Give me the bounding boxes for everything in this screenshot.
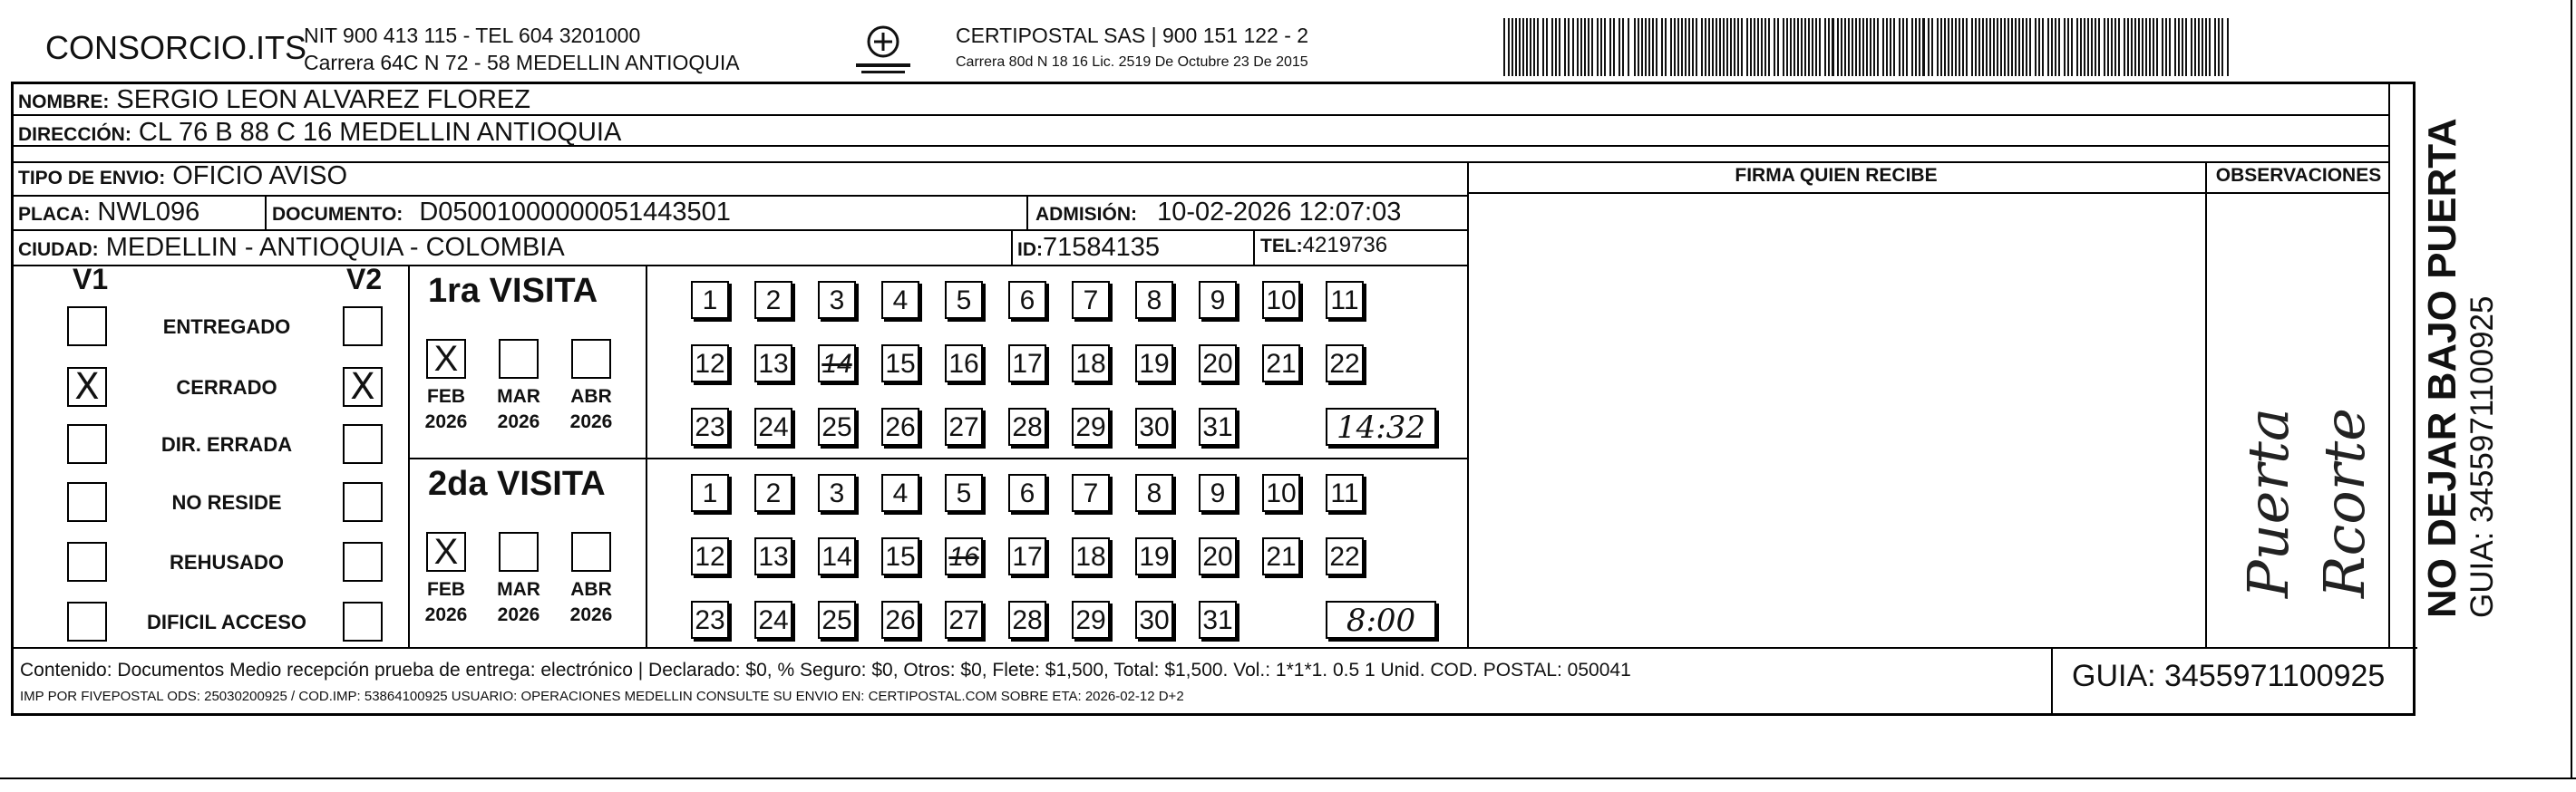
status-v1-checkbox[interactable] — [67, 306, 107, 346]
visit-month-label: ABR — [570, 386, 612, 407]
visit-day-box[interactable]: 6 — [1008, 281, 1046, 319]
status-v2-mark: X — [350, 366, 375, 408]
visit-day-box[interactable]: 12 — [691, 344, 729, 382]
status-v1-checkbox[interactable] — [67, 424, 107, 464]
visit-day-box[interactable]: 14 — [818, 344, 856, 382]
tel-label: TEL: — [1260, 236, 1303, 256]
status-label: ENTREGADO — [162, 315, 291, 338]
status-v2-checkbox[interactable] — [343, 424, 383, 464]
status-label: CERRADO — [176, 376, 277, 399]
visit-month-checkbox[interactable] — [426, 532, 466, 572]
status-label: DIFICIL ACCESO — [146, 611, 306, 633]
visit-day-box[interactable]: 23 — [691, 408, 729, 446]
visit-month-checkbox[interactable] — [571, 532, 611, 572]
visit-day-box[interactable]: 16 — [945, 537, 983, 575]
brand-name: CONSORCIO.ITS — [45, 29, 307, 66]
visit-day-box[interactable]: 24 — [754, 601, 792, 639]
visit-day-box[interactable]: 17 — [1008, 344, 1046, 382]
side-no-dejar: NO DEJAR BAJO PUERTA — [2420, 118, 2464, 618]
visit-day-box[interactable]: 2 — [754, 474, 792, 512]
visit-day-box[interactable]: 28 — [1008, 408, 1046, 446]
visit-day-box[interactable]: 3 — [818, 474, 856, 512]
firma-header: FIRMA QUIEN RECIBE — [1735, 165, 1938, 186]
signature — [2231, 408, 2383, 598]
nombre-row — [18, 85, 530, 115]
visit-day-box[interactable]: 23 — [691, 601, 729, 639]
visit-month-checkbox[interactable] — [571, 339, 611, 379]
visit-day-box[interactable]: 28 — [1008, 601, 1046, 639]
visit-title: 1ra VISITA — [428, 272, 598, 310]
tel-cell — [1260, 233, 1387, 258]
visit-day-box[interactable]: 5 — [945, 474, 983, 512]
visit-month-checkbox[interactable] — [426, 339, 466, 379]
visit-day-box[interactable]: 9 — [1199, 281, 1237, 319]
documento-value: D05001000000051443501 — [419, 198, 731, 227]
address-line: Carrera 64C N 72 - 58 MEDELLIN ANTIOQUIA — [304, 51, 740, 74]
signature-line-1: Puerta — [2235, 408, 2301, 598]
visit-day-box[interactable]: 1 — [691, 281, 729, 319]
signature-line-2: Rcorte — [2311, 408, 2377, 598]
tipo-label: TIPO DE ENVIO: — [18, 168, 166, 188]
visit-day-box[interactable]: 21 — [1262, 537, 1300, 575]
visit-time-box[interactable]: 8:00 — [1326, 601, 1436, 639]
visit-day-box[interactable]: 5 — [945, 281, 983, 319]
visit-month-label: ABR — [570, 579, 612, 600]
visit-day-box[interactable]: 13 — [754, 344, 792, 382]
status-v1-checkbox[interactable] — [67, 367, 107, 407]
status-v1-checkbox[interactable] — [67, 602, 107, 642]
id-value: 71584135 — [1043, 233, 1161, 262]
ciudad-label: CIUDAD: — [18, 239, 99, 260]
visit-time-box[interactable]: 14:32 — [1326, 408, 1436, 446]
visit-day-box[interactable]: 10 — [1262, 474, 1300, 512]
visit-day-box[interactable]: 25 — [818, 601, 856, 639]
visit-month-year: 2026 — [497, 411, 540, 432]
visit-day-box[interactable]: 24 — [754, 408, 792, 446]
visit-day-box[interactable]: 2 — [754, 281, 792, 319]
visit-month-label: MAR — [497, 386, 540, 407]
status-v2-checkbox[interactable] — [343, 367, 383, 407]
visit-day-box[interactable]: 27 — [945, 601, 983, 639]
visit-day-box[interactable]: 9 — [1199, 474, 1237, 512]
visit-day-box[interactable]: 26 — [881, 408, 919, 446]
visit-day-box[interactable]: 3 — [818, 281, 856, 319]
certipostal-seal-icon — [851, 22, 916, 78]
placa-cell — [18, 198, 199, 227]
ciudad-value: MEDELLIN - ANTIOQUIA - COLOMBIA — [105, 233, 565, 262]
observaciones-header: OBSERVACIONES — [2215, 165, 2382, 186]
visit-day-box[interactable]: 4 — [881, 281, 919, 319]
placa-label: PLACA: — [18, 204, 91, 225]
status-v1-checkbox[interactable] — [67, 542, 107, 582]
admision-label: ADMISIÓN: — [1035, 204, 1137, 225]
visit-day-box[interactable]: 29 — [1072, 408, 1110, 446]
status-v2-checkbox[interactable] — [343, 482, 383, 522]
visit-day-box[interactable]: 7 — [1072, 474, 1110, 512]
visit-day-box[interactable]: 20 — [1199, 537, 1237, 575]
visit-month-year: 2026 — [424, 604, 468, 625]
status-v2-checkbox[interactable] — [343, 602, 383, 642]
visit-day-box[interactable]: 4 — [881, 474, 919, 512]
direccion-row — [18, 118, 621, 148]
visit-month-checkbox[interactable] — [499, 532, 539, 572]
nombre-label: NOMBRE: — [18, 92, 110, 112]
visit-day-box[interactable]: 1 — [691, 474, 729, 512]
v2-header: V2 — [346, 263, 383, 295]
documento-cell — [272, 198, 731, 227]
visit-month-label: FEB — [427, 579, 465, 600]
admision-cell — [1035, 198, 1401, 227]
nit-line: NIT 900 413 115 - TEL 604 3201000 — [304, 24, 641, 47]
visit-day-box[interactable]: 18 — [1072, 344, 1110, 382]
visit-day-box[interactable]: 12 — [691, 537, 729, 575]
status-label: DIR. ERRADA — [160, 433, 293, 456]
visit-day-box[interactable]: 13 — [754, 537, 792, 575]
visit-day-box[interactable]: 30 — [1135, 408, 1173, 446]
side-guia: GUIA: 3455971100925 — [2464, 295, 2500, 618]
visit-day-box[interactable]: 20 — [1199, 344, 1237, 382]
visit-day-box[interactable]: 22 — [1326, 344, 1364, 382]
id-label: ID: — [1017, 239, 1043, 260]
visit-day-box[interactable]: 8 — [1135, 281, 1173, 319]
visit-month-year: 2026 — [569, 411, 613, 432]
visit-month-mark: X — [433, 339, 459, 379]
status-v1-mark: X — [74, 366, 100, 408]
visit-title: 2da VISITA — [428, 465, 606, 503]
visit-day-box[interactable]: 19 — [1135, 537, 1173, 575]
side-note — [2421, 118, 2501, 618]
visit-day-box[interactable]: 26 — [881, 601, 919, 639]
tipo-value: OFICIO AVISO — [172, 161, 348, 190]
barcode-icon — [1503, 18, 2229, 76]
visit-day-box[interactable]: 31 — [1199, 601, 1237, 639]
visit-month-label: FEB — [427, 386, 465, 407]
status-v1-checkbox[interactable] — [67, 482, 107, 522]
visit-day-box[interactable]: 27 — [945, 408, 983, 446]
status-v2-checkbox[interactable] — [343, 542, 383, 582]
visit-day-box[interactable]: 17 — [1008, 537, 1046, 575]
visit-day-box[interactable]: 8 — [1135, 474, 1173, 512]
visit-day-box[interactable]: 10 — [1262, 281, 1300, 319]
visit-day-box[interactable]: 30 — [1135, 601, 1173, 639]
visit-day-box[interactable]: 29 — [1072, 601, 1110, 639]
visit-month-year: 2026 — [569, 604, 613, 625]
footer-contenido: Contenido: Documentos Medio recepción prueba de entrega: electrónico | Declarado: $0, % Seguro: $0, Otros: $0, Flete: $1,500, Total: $1,500. Vol.: 1*1*1. 0.5 1 Unid. COD. POSTAL: 050041 — [20, 660, 1631, 681]
visit-day-box[interactable]: 11 — [1326, 474, 1364, 512]
visit-month-year: 2026 — [497, 604, 540, 625]
visit-day-box[interactable]: 16 — [945, 344, 983, 382]
v1-header: V1 — [73, 263, 109, 295]
nombre-value: SERGIO LEON ALVAREZ FLOREZ — [116, 85, 530, 114]
courier-address: Carrera 80d N 18 16 Lic. 2519 De Octubre 23 De 2015 — [956, 54, 1308, 70]
documento-label: DOCUMENTO: — [272, 204, 403, 225]
tel-value: 4219736 — [1302, 233, 1388, 257]
ciudad-cell — [18, 233, 565, 263]
visit-day-box[interactable]: 14 — [818, 537, 856, 575]
visit-day-box[interactable]: 15 — [881, 537, 919, 575]
visit-day-box[interactable]: 19 — [1135, 344, 1173, 382]
visit-month-year: 2026 — [424, 411, 468, 432]
visit-day-box[interactable]: 6 — [1008, 474, 1046, 512]
tipo-row — [18, 161, 347, 191]
visit-day-box[interactable]: 15 — [881, 344, 919, 382]
direccion-label: DIRECCIÓN: — [18, 124, 131, 145]
footer-imp: IMP POR FIVEPOSTAL ODS: 25030200925 / COD.IMP: 53864100925 USUARIO: OPERACIONES MEDELLIN CONSULTE SU ENVIO EN: CERTIPOSTAL.COM SOBRE ETA: 2026-02-12 D+2 — [20, 689, 1184, 704]
visit-month-mark: X — [433, 532, 459, 572]
placa-value: NWL096 — [97, 198, 200, 227]
visit-day-box[interactable]: 7 — [1072, 281, 1110, 319]
visit-month-checkbox[interactable] — [499, 339, 539, 379]
status-label: REHUSADO — [170, 551, 284, 574]
visit-day-box[interactable]: 22 — [1326, 537, 1364, 575]
direccion-value: CL 76 B 88 C 16 MEDELLIN ANTIOQUIA — [138, 118, 622, 147]
visit-day-box[interactable]: 21 — [1262, 344, 1300, 382]
status-label: NO RESIDE — [171, 491, 282, 514]
status-v2-checkbox[interactable] — [343, 306, 383, 346]
admision-value: 10-02-2026 12:07:03 — [1157, 198, 1402, 227]
visit-day-box[interactable]: 11 — [1326, 281, 1364, 319]
visit-month-label: MAR — [497, 579, 540, 600]
visit-day-box[interactable]: 31 — [1199, 408, 1237, 446]
visit-day-box[interactable]: 25 — [818, 408, 856, 446]
footer-guia: GUIA: 3455971100925 — [2072, 659, 2386, 693]
courier-line: CERTIPOSTAL SAS | 900 151 122 - 2 — [956, 24, 1309, 47]
visit-day-box[interactable]: 18 — [1072, 537, 1110, 575]
id-cell — [1017, 233, 1160, 263]
